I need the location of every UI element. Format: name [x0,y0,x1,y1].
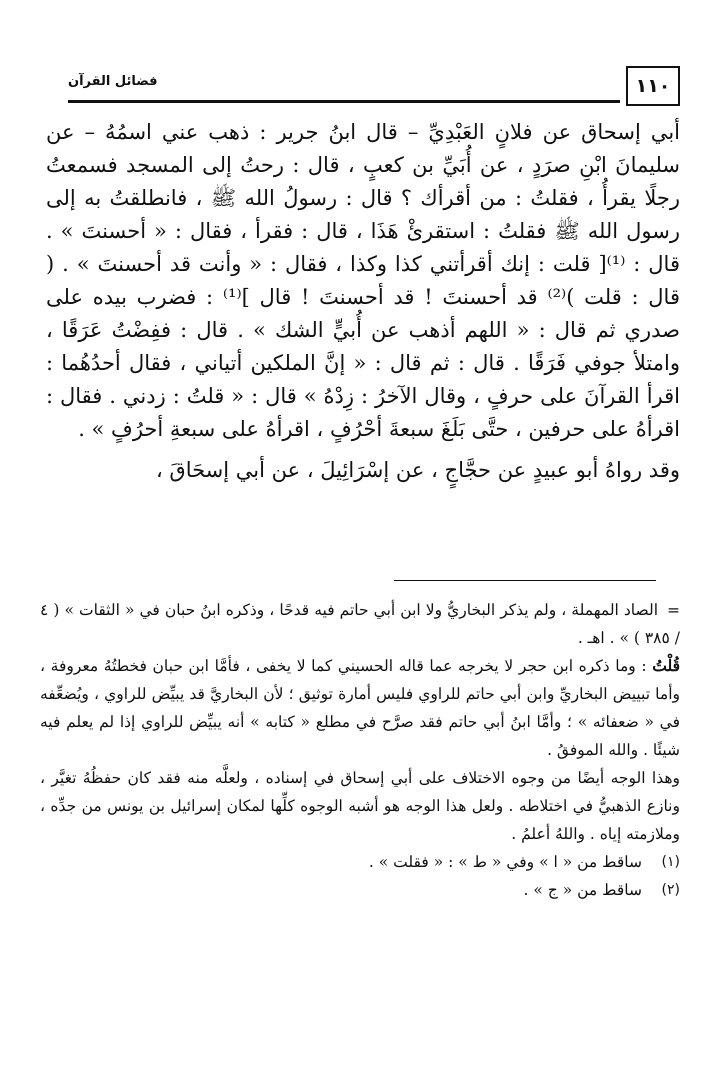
page-number: ١١٠ [626,66,680,106]
footnote-separator [394,580,656,581]
qultu-label: قُلْتُ [652,656,680,675]
main-paragraph: أبي إسحاق عن فلانٍ العَبْدِيِّ – قال ابنُ جرير : ذهب عني اسمُهُ – عن سليمانَ ابْنِ صرَدٍ ، عن أُبَيِّ بن كعبٍ ، قال : رحتُ إلى المسجد فسمعتُ رجلًا يقرأُ ، فقلتُ : من أقرأك ؟ قال : رسولُ الله ﷺ ، فانطلقتُ به إلى رسول الله ﷺ فقلتُ : استقرئْ هَذَا ، قال : فقرأ ، فقال : « أحسنتَ » . قال : ⁽¹⁾[ قلت : إنك أقرأتني كذا وكذا ، فقال : « وأنت قد أحسنتَ » . ( قال : قلت )⁽²⁾ قد أحسنتَ ! قد أحسنتَ ! قال ]⁽¹⁾ : فضرب بيده على صدري ثم قال : « اللهم أذهب عن أُبيٍّ الشك » . قال : ففِضْتُ عَرَقًا ، وامتلأ جوفي فَرَقًا . قال : ثم قال : « إنَّ الملكين أتياني ، فقال أحدُهُما : اقرأ القرآنَ على حرفٍ ، وقال الآخرُ : زِدْهُ » قال : « قلتُ : زدني . فقال : اقرأهُ على حرفين ، حتَّى بَلَغَ سبعةَ أحْرُفٍ ، اقرأهُ على سبعةِ أحرُفٍ » . [46,120,680,441]
footnote-number: (٢) [661,882,680,898]
footnote-number: (١) [661,854,680,870]
main-paragraph-continued: وقد رواهُ أبو عبيدٍ عن حجَّاجٍ ، عن إسْرَائِيلَ ، عن أبي إسحَاقَ ، [155,458,680,482]
note-text: : وما ذكره ابن حجر لا يخرجه عما قاله الحسيني كما لا يخفى ، فأمَّا ابن حبان فخطتُهُ معروفة ، وأما تبييض البخاريِّ وابن أبي حاتم للراوي فليس أمارة توثيق ؛ لأن البخاريَّ قد يبيِّض للراوي ، ويُضعِّفه في « ضعفائه » ؛ وأمَّا ابنُ أبي حاتم فقد صرَّح في مطلع « كتابه » أنه يبيِّض للراوي إذا لم يعلم فيه شيئًا . والله الموفقُ . [40,657,680,759]
note-qultu [40,652,680,764]
header-rule [68,100,620,103]
note-paragraph: وهذا الوجه أيضًا من وجوه الاختلاف على أبي إسحاق في إسناده ، ولعلَّه منه فقد كان حفظُهُ تغيَّر ، ونازع الذهبيُّ في اختلاطه . ولعل هذا الوجه هو أشبه الوجوه كلِّها لمكان إسرائيل بن يونس من جدِّه ، وملازمته إياه . واللهُ أعلمُ . [40,769,680,843]
continuation-marker: = [667,601,680,619]
main-text [46,116,680,487]
footnote-text: ساقط من « ج » . [523,881,642,899]
page-header [68,66,680,106]
footnote-1 [40,848,680,876]
note-text: الصاد المهملة ، ولم يذكر البخاريُّ ولا ابن أبي حاتم فيه قدحًا ، وذكره ابنُ حبان في « الثقات » ( ٤ / ٣٨٥ ) » . اهـ . [40,601,680,647]
book-title: فضائل القرآن [68,74,158,89]
footnote-2 [40,876,680,904]
footnote-text: ساقط من « ا » وفي « ط » : « فقلت » . [368,853,642,871]
footnotes-section [40,596,680,904]
note-continued [40,596,680,652]
